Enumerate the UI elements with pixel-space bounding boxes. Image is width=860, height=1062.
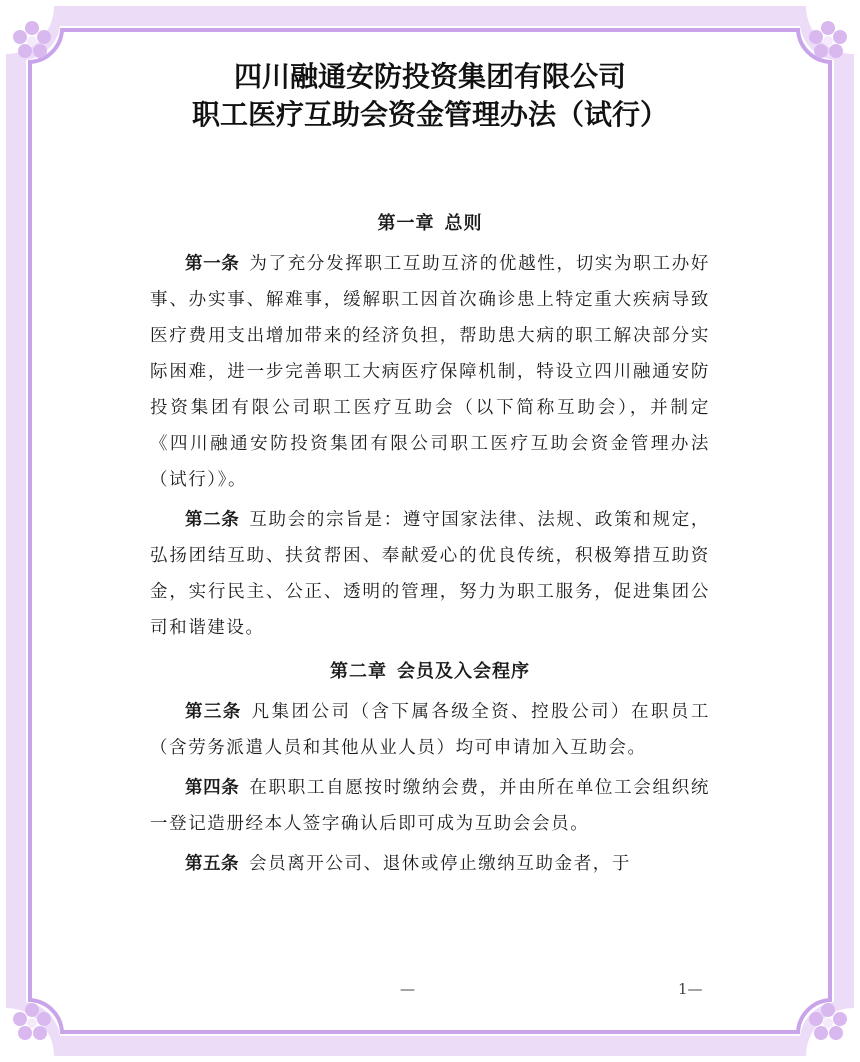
article-text: 在职职工自愿按时缴纳会费，并由所在单位工会组织统一登记造册经本人签字确认后即可成为互助会会员。	[150, 778, 711, 834]
article-2	[150, 502, 710, 646]
article-text: 凡集团公司（含下属各级全资、控股公司）在职员工（含劳务派遣人员和其他从业人员）均可申请加入互助会。	[150, 702, 710, 758]
article-label: 第五条	[185, 854, 239, 874]
article-3	[150, 694, 710, 766]
article-1	[150, 246, 710, 498]
article-label: 第二条	[185, 510, 240, 530]
article-5	[150, 846, 710, 882]
chapter-heading-2	[150, 654, 710, 690]
chapter-heading-1	[150, 206, 710, 242]
chapter-name: 会员及入会程序	[397, 661, 530, 682]
document-title-line1: 四川融通安防投资集团有限公司	[233, 60, 626, 93]
article-4	[150, 770, 710, 842]
article-text: 互助会的宗旨是：遵守国家法律、法规、政策和规定，弘扬团结互助、扶贫帮困、奉献爱心的优良传统，积极筹措互助资金，实行民主、公正、透明的管理，努力为职工服务，促进集团公司和谐建设。	[150, 510, 711, 638]
article-text: 为了充分发挥职工互助互济的优越性，切实为职工办好事、办实事、解难事，缓解职工因首次确诊患上特定重大疾病导致医疗费用支出增加带来的经济负担，帮助患大病的职工解决部分实际困难，进一步完善职工大病医疗保障机制，特设立四川融通安防投资集团有限公司职工医疗互助会（以下简称互助会），并制定《四川融通安防投资集团有限公司职工医疗互助会资金管理办法（试行）》。	[150, 254, 711, 490]
document-title-line2: 职工医疗互助会资金管理办法（试行）	[191, 98, 668, 131]
document-body	[150, 58, 710, 882]
footer-dash: —	[400, 980, 415, 998]
article-text: 会员离开公司、退休或停止缴纳互助金者，于	[249, 854, 631, 874]
chapter-name: 总则	[444, 213, 483, 234]
page-footer	[0, 980, 860, 1004]
page-number: 1—	[678, 980, 703, 998]
article-label: 第四条	[185, 778, 240, 798]
article-label: 第一条	[185, 254, 240, 274]
article-label: 第三条	[185, 702, 242, 722]
chapter-number: 第二章	[330, 661, 387, 682]
chapter-number: 第一章	[377, 213, 435, 234]
